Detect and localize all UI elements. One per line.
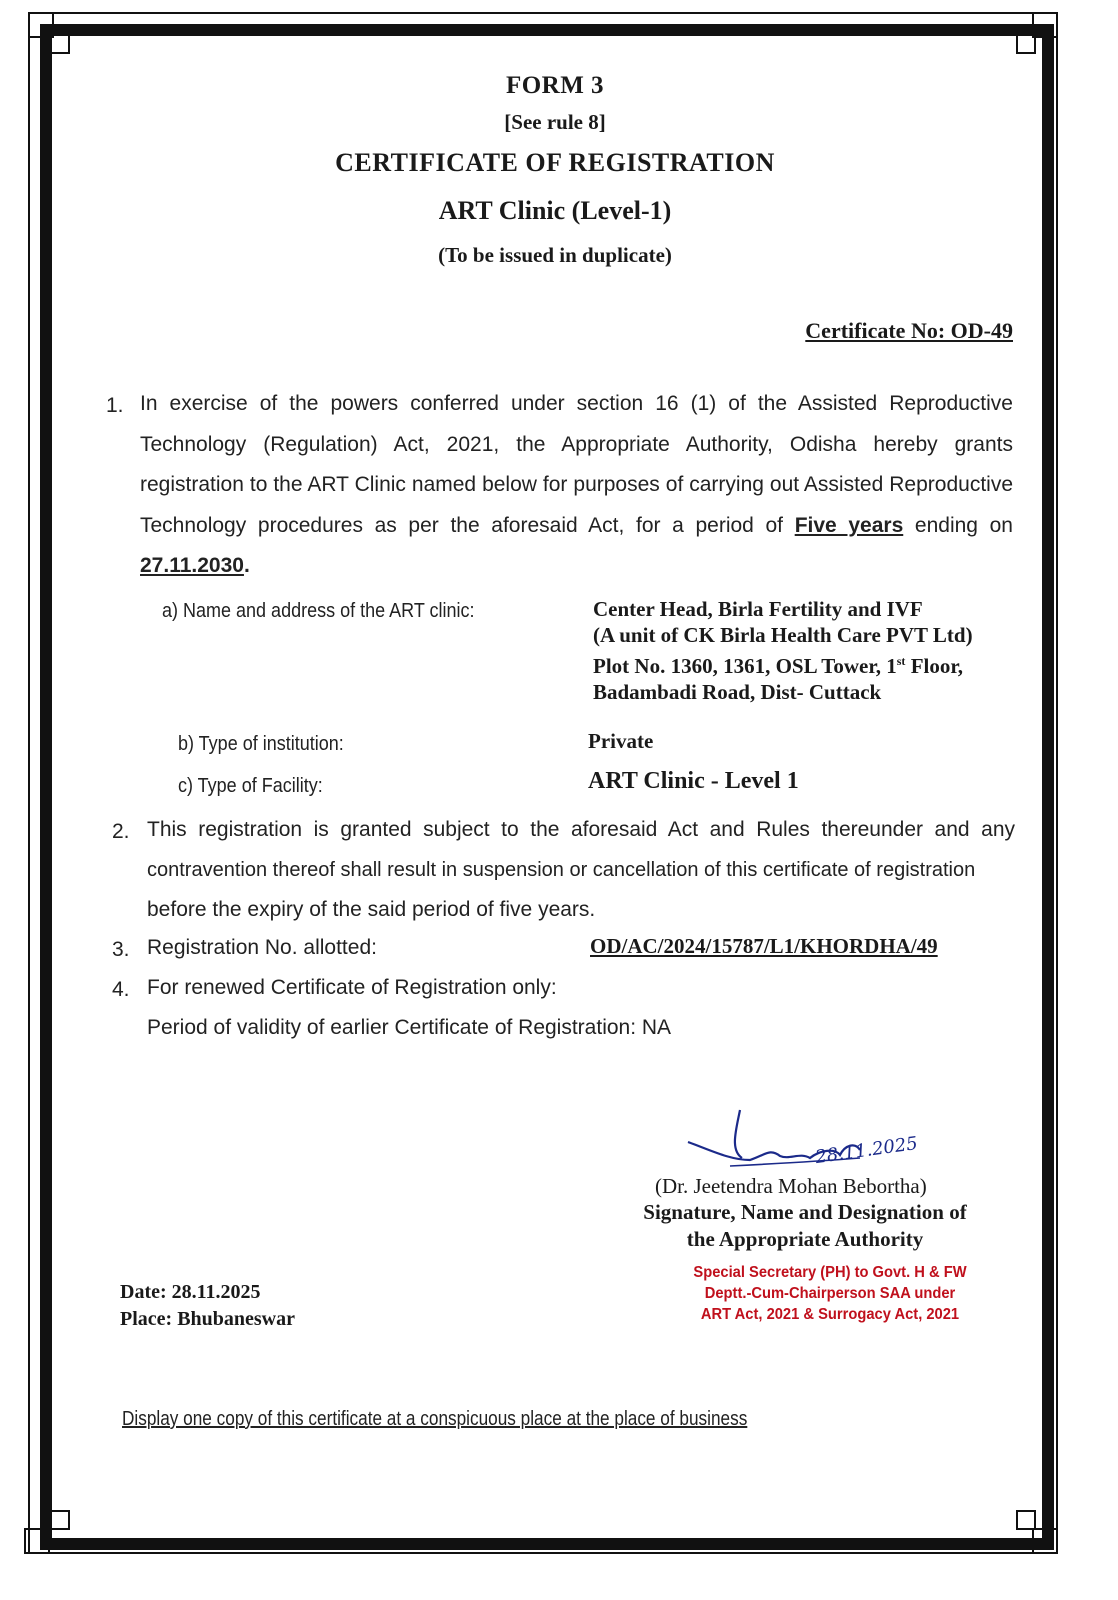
section-3-number: 3. <box>112 938 130 961</box>
section-2-text <box>147 810 1015 930</box>
registration-no-label: Registration No. allotted: <box>147 936 377 959</box>
section-4-number: 4. <box>112 978 130 1001</box>
display-instruction: Display one copy of this certificate at a conspicuous place at the place of business <box>122 1408 748 1430</box>
clinic-name-label: a) Name and address of the ART clinic: <box>162 600 475 622</box>
stamp-line-3: ART Act, 2021 & Surrogacy Act, 2021 <box>700 1306 960 1323</box>
section-1-text <box>140 384 1013 587</box>
document-title: CERTIFICATE OF REGISTRATION <box>335 148 775 177</box>
issue-place: Place: Bhubaneswar <box>120 1308 295 1330</box>
designation-line-2: the Appropriate Authority <box>686 1227 924 1251</box>
clinic-address-line-1: Center Head, Birla Fertility and IVF <box>593 597 923 621</box>
handwritten-signature <box>670 1100 1000 1180</box>
corner-ornament-bottom-left-inner <box>50 1510 70 1530</box>
official-stamp <box>655 1262 1005 1325</box>
section-1-number: 1. <box>106 394 124 417</box>
section-1-body: In exercise of the powers conferred under section 16 (1) of the Assisted Reproductive Technology (Regulation) Act, 2021, the Appropriate Authority, Odisha hereby grants registration to the ART Clinic named below for purposes of carrying out Assisted Reproductive Technology procedures as per the aforesaid Act, for a period of <box>140 392 1013 537</box>
institution-type-value: Private <box>588 729 654 753</box>
corner-ornament-bottom-left <box>24 1528 50 1554</box>
duplicate-note: (To be issued in duplicate) <box>438 243 672 267</box>
earlier-validity: Period of validity of earlier Certificate of Registration: NA <box>147 1016 672 1039</box>
corner-ornament-bottom-right-inner <box>1016 1510 1036 1530</box>
section-2-line-2: contravention thereof shall result in suspension or cancellation of this certificate of registration <box>147 859 976 881</box>
facility-type-value: ART Clinic - Level 1 <box>588 768 799 794</box>
handwritten-date: 28.11.2025 <box>814 1132 920 1169</box>
section-2-line-3: before the expiry of the said period of five years. <box>147 898 596 921</box>
section-2-number: 2. <box>112 820 130 843</box>
issue-date: Date: 28.11.2025 <box>120 1281 261 1303</box>
facility-type-label: c) Type of Facility: <box>178 775 323 797</box>
expiry-date: 27.11.2030 <box>140 554 244 577</box>
signatory-designation <box>600 1199 1010 1253</box>
institution-type-label: b) Type of institution: <box>178 733 344 755</box>
renewal-label: For renewed Certificate of Registration only: <box>147 976 557 999</box>
corner-ornament-bottom-right <box>1032 1528 1058 1554</box>
period-mark: . <box>243 554 250 577</box>
corner-ornament-top-left-inner <box>50 34 70 54</box>
clinic-address-line-2: (A unit of CK Birla Health Care PVT Ltd) <box>593 623 973 647</box>
date-place-block <box>120 1279 295 1333</box>
stamp-line-1: Special Secretary (PH) to Govt. H & FW <box>693 1264 967 1281</box>
stamp-line-2: Deptt.-Cum-Chairperson SAA under <box>704 1285 956 1302</box>
corner-ornament-top-right-inner <box>1016 34 1036 54</box>
document-subtitle: ART Clinic (Level-1) <box>438 196 672 225</box>
signatory-name: (Dr. Jeetendra Mohan Bebortha) <box>655 1174 927 1198</box>
clinic-address-line-4: Badambadi Road, Dist- Cuttack <box>593 680 882 704</box>
clinic-address <box>593 596 973 705</box>
ending-prefix: ending on <box>914 513 1013 537</box>
designation-line-1: Signature, Name and Designation of <box>643 1200 967 1224</box>
registration-number: OD/AC/2024/15787/L1/KHORDHA/49 <box>590 934 938 958</box>
certificate-number: Certificate No: OD-49 <box>805 318 1013 343</box>
validity-period: Five years <box>794 513 904 537</box>
form-number: FORM 3 <box>505 72 605 99</box>
section-2-line-1: This registration is granted subject to the aforesaid Act and Rules thereunder and any <box>147 818 1015 841</box>
rule-reference: [See rule 8] <box>504 110 606 134</box>
clinic-address-line-3: Plot No. 1360, 1361, OSL Tower, 1st Floor, <box>593 654 963 678</box>
